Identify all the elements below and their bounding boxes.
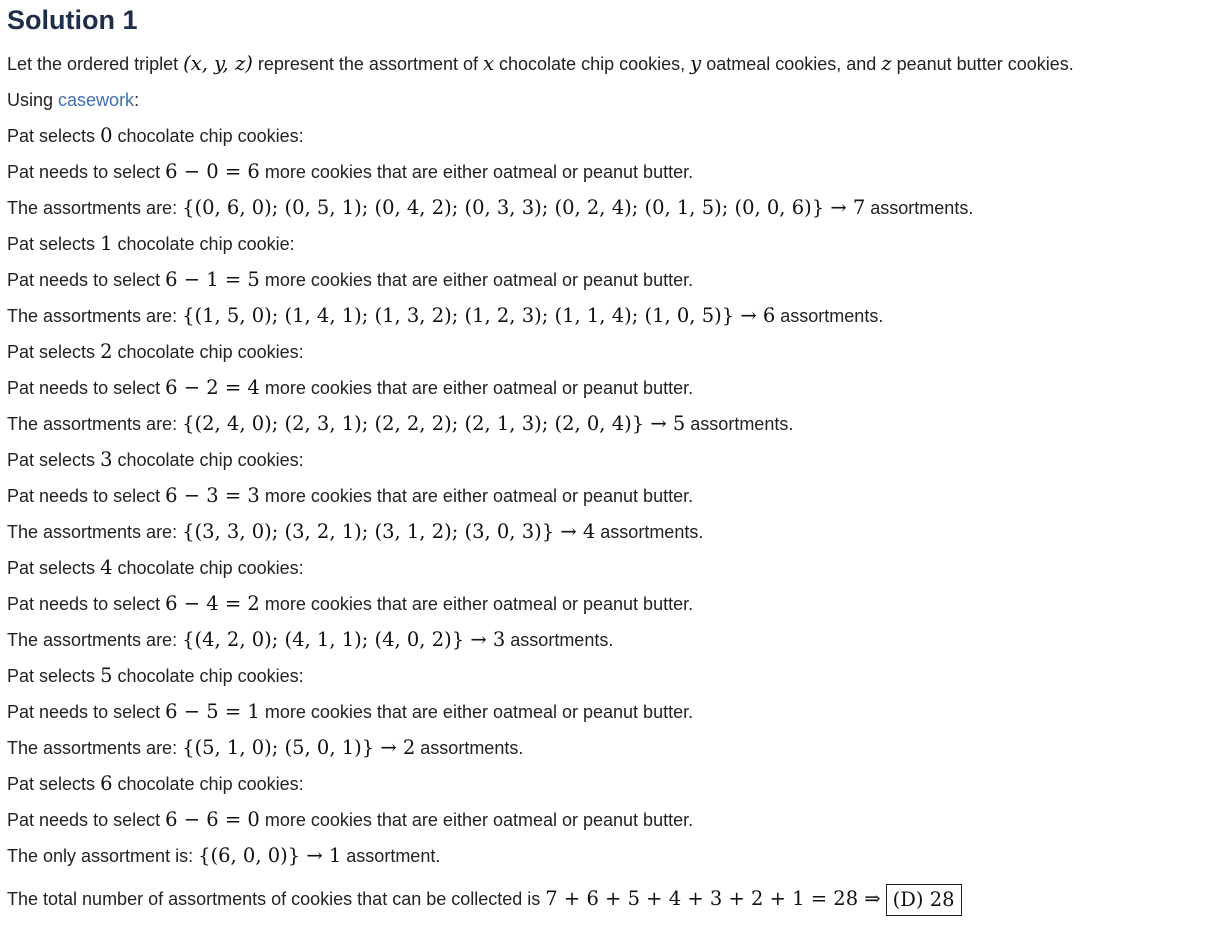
case-list-suffix: assortments. — [510, 630, 614, 650]
intro-text: Let the ordered triplet — [7, 54, 179, 74]
casework-link[interactable]: casework — [58, 90, 135, 110]
case-select-line — [7, 770, 304, 798]
using-suffix: : — [134, 90, 140, 110]
case-list-prefix: The assortments are: — [7, 414, 178, 434]
case-select-line — [7, 662, 304, 690]
math-var-y: y — [690, 52, 702, 75]
case-select-suffix: chocolate chip cookies: — [117, 666, 304, 686]
case-select-suffix: chocolate chip cookies: — [117, 342, 304, 362]
case-need-line — [7, 590, 693, 618]
intro-text: peanut butter cookies. — [896, 54, 1074, 74]
case-list-line — [7, 302, 883, 330]
math-assortment-set: {(5, 1, 0); (5, 0, 1)} → 2 — [182, 736, 416, 759]
case-select-prefix: Pat selects — [7, 126, 96, 146]
math-triplet: (x, y, z) — [183, 52, 253, 75]
case-list-suffix: assortments. — [600, 522, 704, 542]
math-remaining-expr: 6 − 4 = 2 — [165, 592, 260, 615]
math-count: 2 — [100, 340, 113, 363]
total-text: The total number of assortments of cookies that can be collected is — [7, 889, 541, 909]
math-assortment-set: {(4, 2, 0); (4, 1, 1); (4, 0, 2)} → 3 — [182, 628, 506, 651]
case-need-line — [7, 374, 693, 402]
case-need-suffix: more cookies that are either oatmeal or peanut butter. — [264, 162, 694, 182]
case-select-prefix: Pat selects — [7, 666, 96, 686]
math-remaining-expr: 6 − 3 = 3 — [165, 484, 260, 507]
case-select-suffix: chocolate chip cookies: — [117, 450, 304, 470]
case-list-line — [7, 518, 703, 546]
case-select-prefix: Pat selects — [7, 450, 96, 470]
math-assortment-set: {(6, 0, 0)} → 1 — [198, 844, 342, 867]
math-total-sum: 7 + 6 + 5 + 4 + 3 + 2 + 1 = 28 ⇒ — [545, 887, 881, 910]
case-list-prefix: The assortments are: — [7, 306, 178, 326]
case-list-suffix: assortments. — [780, 306, 884, 326]
using-line — [7, 86, 139, 114]
case-need-line — [7, 266, 693, 294]
intro-text: chocolate chip cookies, — [499, 54, 686, 74]
case-list-prefix: The assortments are: — [7, 198, 178, 218]
intro-line — [7, 50, 1074, 78]
case-select-prefix: Pat selects — [7, 234, 96, 254]
math-assortment-set: {(2, 4, 0); (2, 3, 1); (2, 2, 2); (2, 1, 3); (2, 0, 4)} → 5 — [182, 412, 686, 435]
case-select-line — [7, 338, 304, 366]
math-count: 1 — [100, 232, 113, 255]
case-list-line — [7, 734, 523, 762]
math-assortment-set: {(0, 6, 0); (0, 5, 1); (0, 4, 2); (0, 3, 3); (0, 2, 4); (0, 1, 5); (0, 0, 6)} → 7 — [182, 196, 866, 219]
case-list-suffix: assortments. — [420, 738, 524, 758]
math-count: 6 — [100, 772, 113, 795]
case-select-line — [7, 122, 304, 150]
case-need-prefix: Pat needs to select — [7, 810, 161, 830]
case-select-line — [7, 230, 295, 258]
case-need-prefix: Pat needs to select — [7, 486, 161, 506]
case-need-prefix: Pat needs to select — [7, 594, 161, 614]
intro-text: oatmeal cookies, and — [706, 54, 877, 74]
math-remaining-expr: 6 − 5 = 1 — [165, 700, 260, 723]
math-var-z: z — [881, 52, 892, 75]
case-select-suffix: chocolate chip cookies: — [117, 558, 304, 578]
math-assortment-set: {(3, 3, 0); (3, 2, 1); (3, 1, 2); (3, 0, 3)} → 4 — [182, 520, 596, 543]
math-count: 4 — [100, 556, 113, 579]
case-list-line — [7, 410, 793, 438]
case-select-suffix: chocolate chip cookies: — [117, 774, 304, 794]
case-need-prefix: Pat needs to select — [7, 162, 161, 182]
case-list-suffix: assortment. — [346, 846, 441, 866]
case-need-suffix: more cookies that are either oatmeal or peanut butter. — [264, 594, 694, 614]
case-need-suffix: more cookies that are either oatmeal or peanut butter. — [264, 378, 694, 398]
case-need-prefix: Pat needs to select — [7, 378, 161, 398]
case-select-suffix: chocolate chip cookie: — [117, 234, 295, 254]
answer-box: (D) 28 — [886, 884, 962, 916]
case-select-prefix: Pat selects — [7, 774, 96, 794]
math-count: 0 — [100, 124, 113, 147]
case-list-line — [7, 626, 613, 654]
math-count: 5 — [100, 664, 113, 687]
case-select-prefix: Pat selects — [7, 342, 96, 362]
case-select-prefix: Pat selects — [7, 558, 96, 578]
case-need-prefix: Pat needs to select — [7, 270, 161, 290]
case-need-suffix: more cookies that are either oatmeal or peanut butter. — [264, 810, 694, 830]
math-var-x: x — [483, 52, 494, 75]
case-list-prefix: The assortments are: — [7, 630, 178, 650]
case-list-suffix: assortments. — [690, 414, 794, 434]
case-need-prefix: Pat needs to select — [7, 702, 161, 722]
case-need-suffix: more cookies that are either oatmeal or peanut butter. — [264, 270, 694, 290]
case-list-suffix: assortments. — [870, 198, 974, 218]
math-assortment-set: {(1, 5, 0); (1, 4, 1); (1, 3, 2); (1, 2, 3); (1, 1, 4); (1, 0, 5)} → 6 — [182, 304, 776, 327]
case-need-line — [7, 698, 693, 726]
math-remaining-expr: 6 − 0 = 6 — [165, 160, 260, 183]
math-count: 3 — [100, 448, 113, 471]
case-select-line — [7, 446, 304, 474]
case-list-prefix: The assortments are: — [7, 738, 178, 758]
case-need-line — [7, 158, 693, 186]
case-need-suffix: more cookies that are either oatmeal or peanut butter. — [264, 702, 694, 722]
case-select-line — [7, 554, 304, 582]
case-need-line — [7, 482, 693, 510]
math-remaining-expr: 6 − 6 = 0 — [165, 808, 260, 831]
case-need-suffix: more cookies that are either oatmeal or peanut butter. — [264, 486, 694, 506]
total-line — [7, 882, 962, 916]
intro-text: represent the assortment of — [257, 54, 478, 74]
case-list-prefix: The only assortment is: — [7, 846, 194, 866]
case-list-line — [7, 194, 973, 222]
using-prefix: Using — [7, 90, 59, 110]
math-remaining-expr: 6 − 2 = 4 — [165, 376, 260, 399]
case-select-suffix: chocolate chip cookies: — [117, 126, 304, 146]
case-list-line — [7, 842, 440, 870]
math-remaining-expr: 6 − 1 = 5 — [165, 268, 260, 291]
case-list-prefix: The assortments are: — [7, 522, 178, 542]
case-need-line — [7, 806, 693, 834]
solution-heading: Solution 1 — [7, 5, 138, 35]
